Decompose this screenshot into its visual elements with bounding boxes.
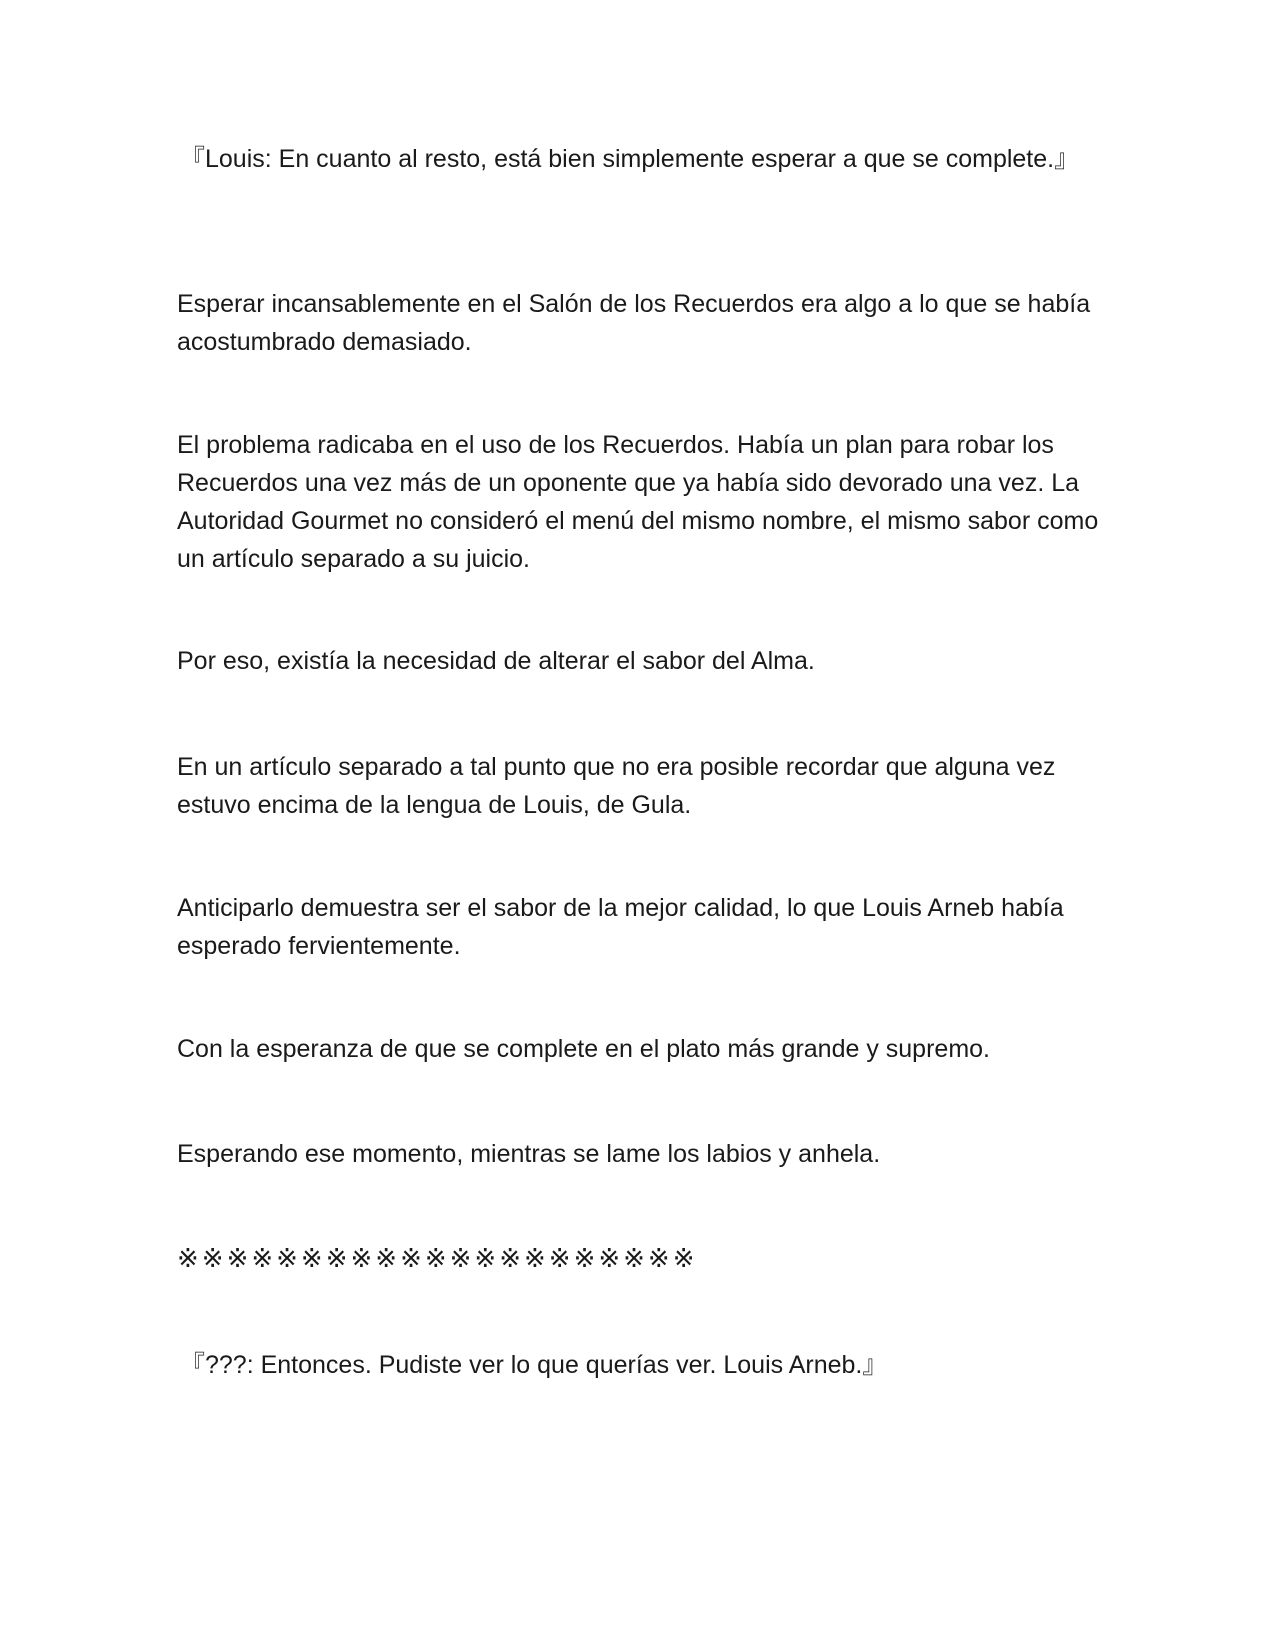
paragraph-salon-recuerdos: Esperar incansablemente en el Salón de los Recuerdos era algo a lo que se había acostumbrado demasiado. <box>177 290 1098 356</box>
section-divider: ※※※※※※※※※※※※※※※※※※※※※ <box>177 1244 698 1274</box>
paragraph-louis-dialogue: 『Louis: En cuanto al resto, está bien simplemente esperar a que se complete.』 <box>180 145 1080 173</box>
paragraph-problema: El problema radicaba en el uso de los Recuerdos. Había un plan para robar los Recuerdos una vez más de un oponente que ya había sido devorado una vez. La Autoridad Gourmet no consideró el menú del mismo nombre, el mismo sabor como un artículo separado a su juicio. <box>177 431 1106 573</box>
paragraph-esperanza: Con la esperanza de que se complete en el plato más grande y supremo. <box>177 1035 990 1063</box>
paragraph-alterar-sabor: Por eso, existía la necesidad de alterar el sabor del Alma. <box>177 647 815 675</box>
paragraph-esperando: Esperando ese momento, mientras se lame los labios y anhela. <box>177 1140 881 1168</box>
paragraph-anticiparlo: Anticiparlo demuestra ser el sabor de la mejor calidad, lo que Louis Arneb había esperado fervientemente. <box>177 894 1071 960</box>
paragraph-unknown-dialogue: 『???: Entonces. Pudiste ver lo que querías ver. Louis Arneb.』 <box>180 1351 888 1379</box>
paragraph-articulo-separado: En un artículo separado a tal punto que no era posible recordar que alguna vez estuvo encima de la lengua de Louis, de Gula. <box>177 753 1063 819</box>
